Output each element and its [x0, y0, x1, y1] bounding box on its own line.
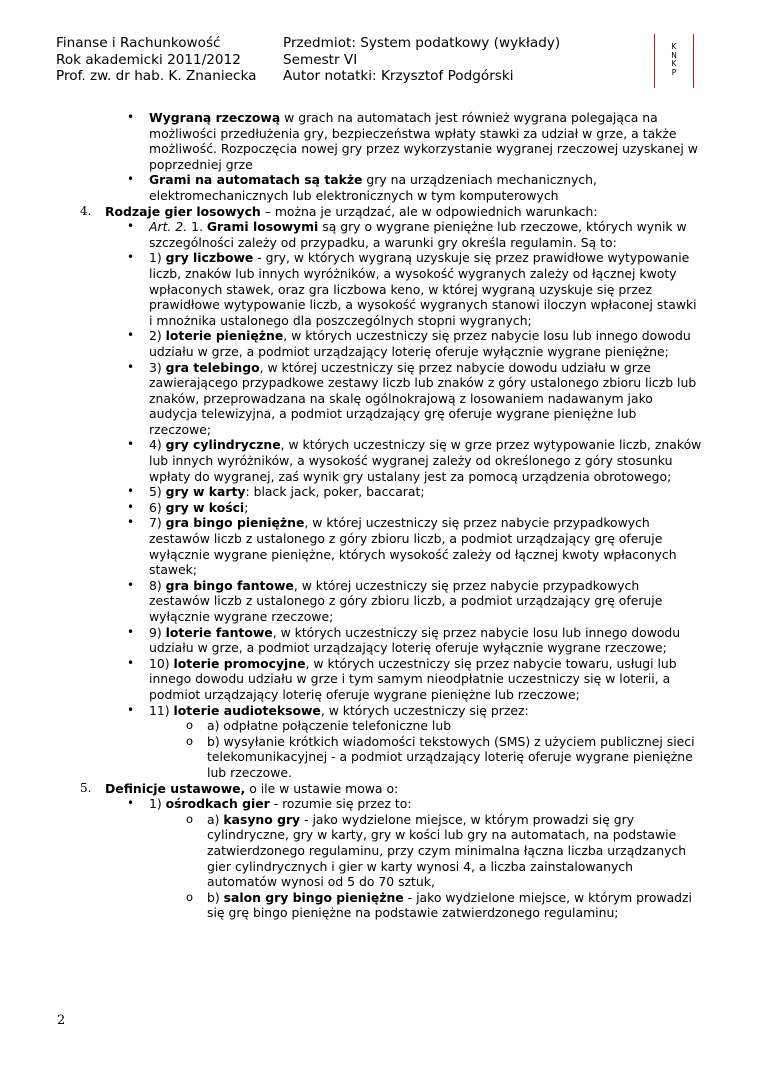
item-number: 4. — [80, 203, 92, 218]
bullet-marker: • — [127, 515, 135, 530]
item-text: 2) loterie pieniężne, w których uczestniczy się przez nabycie losu lub innego dowodu udziału w grze, a podmiot urządzający loterię oferuje wyłącznie wygrane pieniężne; — [149, 328, 691, 359]
header-faculty: Finanse i Rachunkowość — [56, 35, 221, 51]
item-text: Grami na automatach są także gry na urządzeniach mechanicznych, elektromechanicznych lub elektronicznych w tym komputerowych — [149, 172, 597, 203]
bullet-marker: • — [127, 624, 135, 639]
item-text: Definicje ustawowe, o ile w ustawie mowa o: — [105, 780, 399, 796]
bullet-marker: o — [186, 811, 194, 826]
item-number: 5. — [80, 780, 92, 795]
logo-letter: K — [671, 42, 677, 51]
item-text: 10) loterie promocyjne, w których uczestniczy się przez nabycie towaru, usługi lub innego dowodu udziału w grze i tym samym nieodpłatnie uczestniczy się w loterii, a podmiot urządzający loterię oferuje wygrane pieniężne lub rzeczowe; — [149, 655, 677, 702]
bullet-item — [0, 578, 760, 625]
item-text: Rodzaje gier losowych – można je urządzać, ale w odpowiednich warunkach: — [105, 203, 598, 219]
header-author: Autor notatki: Krzysztof Podgórski — [283, 68, 514, 84]
bullet-marker: • — [127, 437, 135, 452]
item-text: b) wysyłanie krótkich wiadomości tekstowych (SMS) z użyciem publicznej sieci telekomunikacyjnej - a podmiot urządzający loterię oferuje wygrane pieniężne lub rzeczowe. — [207, 733, 695, 780]
bullet-item — [0, 110, 760, 172]
document-body — [0, 110, 760, 921]
bullet-marker: • — [127, 328, 135, 343]
logo-letter: P — [671, 67, 677, 77]
item-text: 6) gry w kości; — [149, 499, 249, 515]
bullet-item — [0, 219, 760, 250]
bullet-marker: • — [127, 655, 135, 670]
sub-bullet-item — [0, 734, 760, 781]
bullet-item — [0, 515, 760, 577]
bullet-marker: • — [127, 110, 135, 124]
item-text: Art. 2. 1. Grami losowymi są gry o wygrane pieniężne lub rzeczowe, których wynik w szczególności zależy od przypadku, a warunki gry określa regulamin. Są to: — [149, 219, 687, 250]
bullet-marker: • — [127, 499, 135, 514]
item-text: 11) loterie audioteksowe, w których uczestniczy się przez: — [149, 702, 529, 718]
bullet-marker: • — [127, 702, 135, 717]
bullet-item — [0, 172, 760, 203]
bullet-marker: • — [127, 172, 135, 187]
item-text: 3) gra telebingo, w której uczestniczy się przez nabycie dowodu udziału w grze zawierającego przypadkowe zestawy liczb lub znaków z góry ustalonego zbioru liczb lub znaków, przeprowadzana na skalę ogólnokrajową z losowaniem nadawanym jako audycja telewizyjna, a podmiot urządzający grę oferuje wygrane pieniężne lub rzeczowe; — [149, 359, 697, 437]
item-text: 5) gry w karty: black jack, poker, baccarat; — [149, 484, 425, 500]
header-semester: Semestr VI — [283, 51, 358, 68]
item-text: 1) ośrodkach gier - rozumie się przez to: — [149, 796, 412, 812]
bullet-item — [0, 625, 760, 656]
bullet-marker: o — [186, 733, 194, 748]
knkp-logo — [654, 34, 694, 88]
logo-letter: K — [671, 59, 677, 69]
numbered-item — [0, 204, 760, 220]
item-text: 4) gry cylindryczne, w których uczestniczy się w grze przez wytypowanie liczb, znaków lub innych wyróżników, a wysokość wygranej zależy od określonego z góry stosunku wpłaty do wygranej, zaś wynik gry ustalany jest za pomocą urządzenia obrotowego; — [149, 437, 702, 484]
bullet-item — [0, 484, 760, 500]
bullet-marker: • — [127, 250, 135, 265]
bullet-marker: o — [186, 718, 194, 733]
sub-bullet-item — [0, 718, 760, 734]
bullet-item — [0, 703, 760, 719]
header-subject: Przedmiot: System podatkowy (wykłady) — [283, 35, 561, 51]
item-text: Wygraną rzeczową w grach na automatach jest również wygrana polegająca na możliwości przedłużenia gry, bezpieczeństwa wpłaty stawki za udział w grze, a także możliwość. Rozpoczęcia nowej gry przez wykorzystanie wygranej rzeczowej uzyskanej w poprzedniej grze — [149, 110, 698, 172]
header-academic-year: Rok akademicki 2011/2012 — [56, 51, 241, 68]
item-text: 9) loterie fantowe, w których uczestniczy się przez nabycie losu lub innego dowodu udziału w grze, a podmiot urządzający loterię oferuje wyłącznie wygrane rzeczowe; — [149, 624, 681, 656]
page-number: 2 — [57, 1013, 66, 1028]
header-left — [56, 35, 256, 85]
logo-letter: N — [671, 50, 677, 60]
sub-bullet-item — [0, 812, 760, 890]
bullet-marker: • — [127, 359, 135, 374]
item-text: 1) gry liczbowe - gry, w których wygraną uzyskuje się przez prawidłowe wytypowanie liczb, znaków lub innych wyróżników, a wysokość wygranych zależy od łącznej kwoty wpłaconych stawek, oraz gra liczbowa keno, w której wygraną uzyskuje się przez prawidłowe wytypowanie liczb, a wysokość wygranych stanowi iloczyn wpłaconej stawki i mnożnika ustalonego dla poszczególnych stopni wygranych; — [149, 250, 697, 328]
bullet-item — [0, 656, 760, 703]
bullet-marker: • — [127, 577, 135, 592]
bullet-item — [0, 328, 760, 359]
numbered-item — [0, 781, 760, 797]
bullet-marker: • — [127, 796, 135, 811]
item-text: 7) gra bingo pieniężne, w której uczestniczy się przez nabycie przypadkowych zestawów liczb z ustalonego z góry zbioru liczb, a podmiot urządzający grę oferuje wyłącznie wygrane pieniężne, których wysokość zależy od łącznej kwoty wpłaconych stawek; — [149, 515, 677, 578]
header-professor: Prof. zw. dr hab. K. Znaniecka — [56, 68, 257, 84]
header-right — [283, 35, 560, 85]
bullet-item — [0, 360, 760, 438]
bullet-item — [0, 796, 760, 812]
item-text: a) kasyno gry - jako wydzielone miejsce, w którym prowadzi się gry cylindryczne, gry w karty, gry w kości lub gry na automatach, na podstawie zatwierdzonego regulaminu, przy czym minimalna łączna liczba urządzanych gier cylindrycznych i gier w karty wynosi 4, a liczba zainstalowanych automatów wynosi od 5 do 70 sztuk, — [207, 811, 687, 890]
bullet-item — [0, 250, 760, 328]
bullet-item — [0, 437, 760, 484]
item-text: a) odpłatne połączenie telefoniczne lub — [207, 718, 452, 734]
bullet-marker: • — [127, 484, 135, 499]
sub-bullet-item — [0, 890, 760, 921]
bullet-marker: o — [186, 889, 194, 904]
bullet-item — [0, 500, 760, 516]
item-text: b) salon gry bingo pieniężne - jako wydzielone miejsce, w którym prowadzi się grę bingo pieniężne na podstawie zatwierdzonego regulaminu; — [207, 889, 692, 921]
item-text: 8) gra bingo fantowe, w której uczestniczy się przez nabycie przypadkowych zestawów liczb z ustalonego z góry zbioru liczb, a podmiot urządzający grę oferuje wyłącznie wygrane rzeczowe; — [149, 577, 663, 624]
bullet-marker: • — [127, 219, 135, 234]
